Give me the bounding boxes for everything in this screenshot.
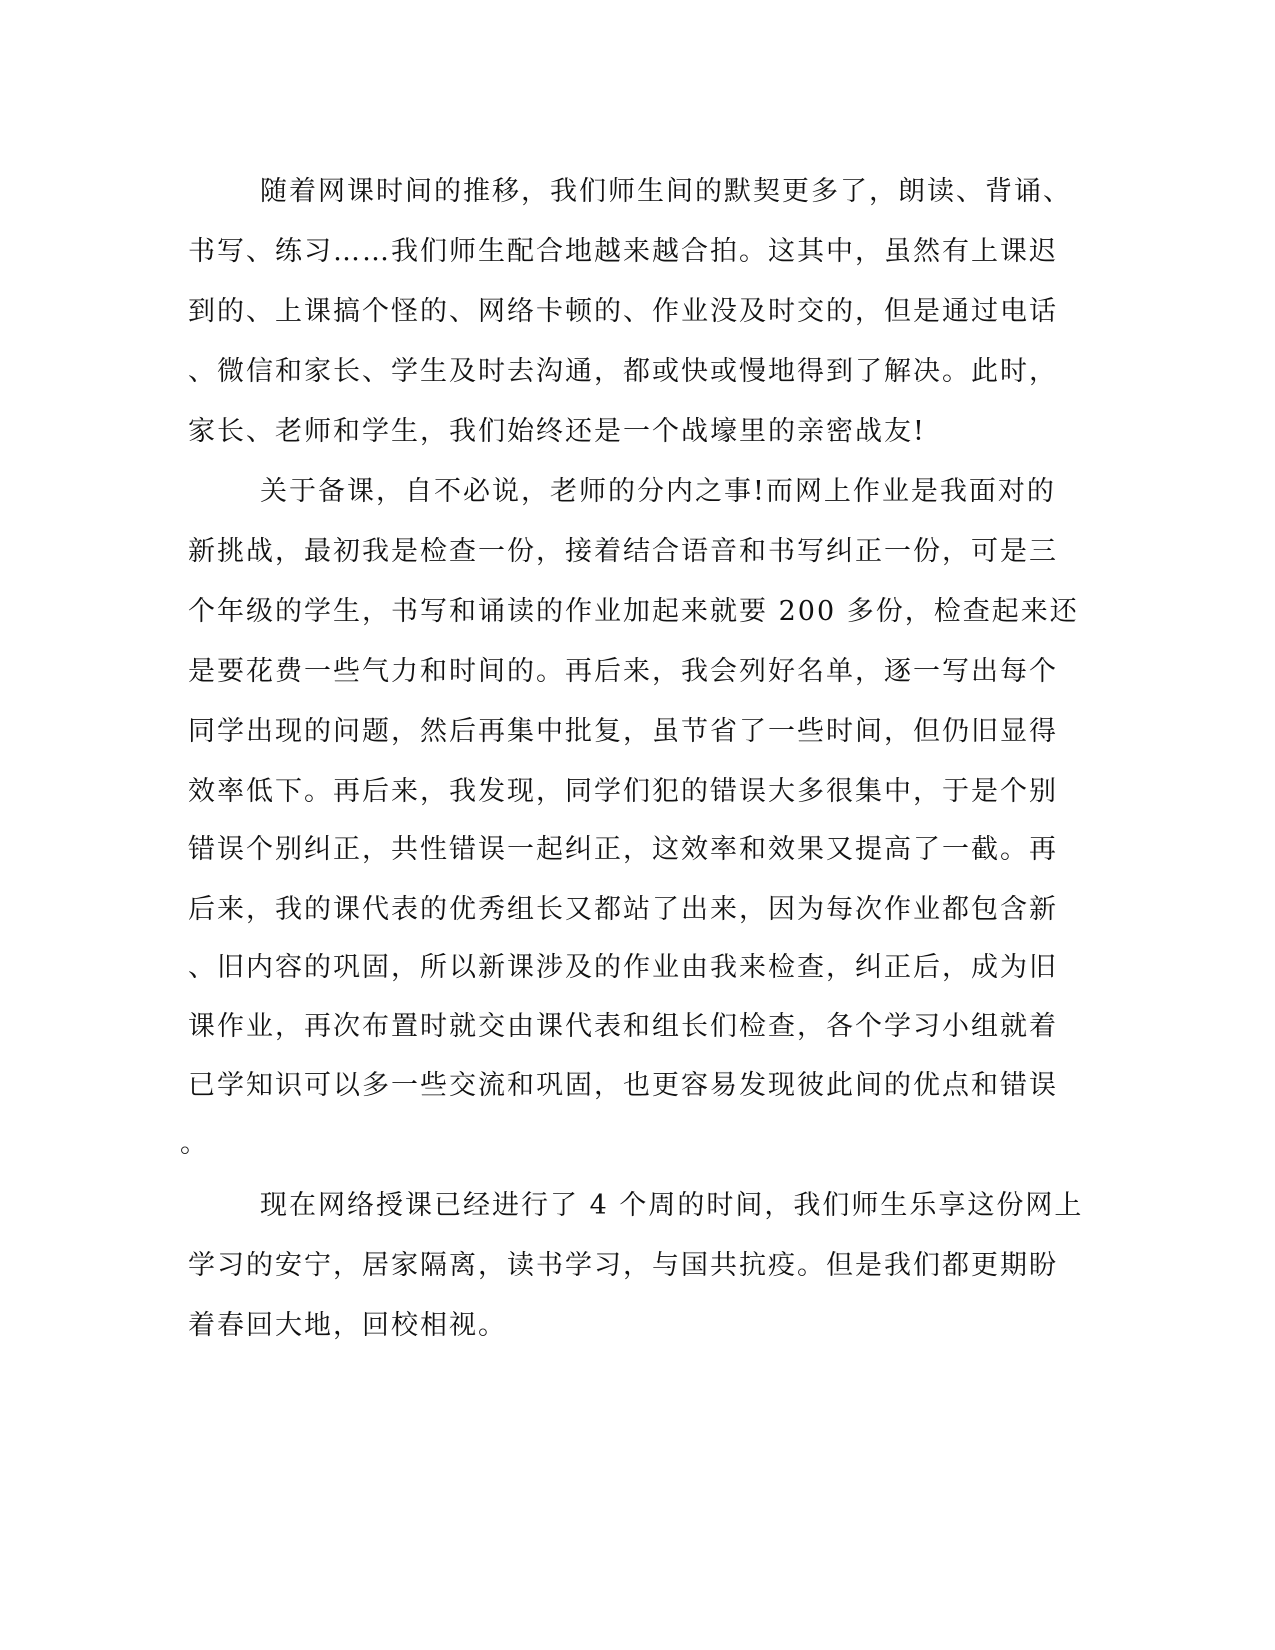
paragraph-line: 新挑战，最初我是检查一份，接着结合语音和书写纠正一份，可是三 [188,536,1058,567]
paragraph-line: 后来，我的课代表的优秀组长又都站了出来，因为每次作业都包含新 [188,894,1058,925]
paragraph-line: 、旧内容的巩固，所以新课涉及的作业由我来检查，纠正后，成为旧 [188,952,1058,983]
paragraph-line: 同学出现的问题，然后再集中批复，虽节省了一些时间，但仍旧显得 [188,716,1058,747]
paragraph-line: 已学知识可以多一些交流和巩固，也更容易发现彼此间的优点和错误 [188,1070,1058,1101]
paragraph-line: 、微信和家长、学生及时去沟通，都或快或慢地得到了解决。此时， [188,356,1058,387]
paragraph-line: 个年级的学生，书写和诵读的作业加起来就要 200 多份，检查起来还 [188,596,1079,627]
paragraph-line: 错误个别纠正，共性错误一起纠正，这效率和效果又提高了一截。再 [188,834,1058,865]
paragraph-line: 。 [180,1128,209,1159]
paragraph-line: 到的、上课搞个怪的、网络卡顿的、作业没及时交的，但是通过电话 [188,296,1058,327]
paragraph-line: 课作业，再次布置时就交由课代表和组长们检查，各个学习小组就着 [188,1011,1058,1042]
paragraph-line: 效率低下。再后来，我发现，同学们犯的错误大多很集中，于是个别 [188,776,1058,807]
paragraph-line: 着春回大地，回校相视。 [188,1310,507,1341]
paragraph-line: 学习的安宁，居家隔离，读书学习，与国共抗疫。但是我们都更期盼 [188,1250,1058,1281]
paragraph-line: 现在网络授课已经进行了 4 个周的时间，我们师生乐享这份网上 [260,1190,1084,1221]
paragraph-line: 书写、练习……我们师生配合地越来越合拍。这其中，虽然有上课迟 [188,236,1058,267]
paragraph-line: 随着网课时间的推移，我们师生间的默契更多了，朗读、背诵、 [260,176,1072,207]
paragraph-line: 关于备课，自不必说，老师的分内之事!而网上作业是我面对的 [260,476,1056,507]
paragraph-line: 家长、老师和学生，我们始终还是一个战壕里的亲密战友! [188,416,926,447]
paragraph-line: 是要花费一些气力和时间的。再后来，我会列好名单，逐一写出每个 [188,656,1058,687]
